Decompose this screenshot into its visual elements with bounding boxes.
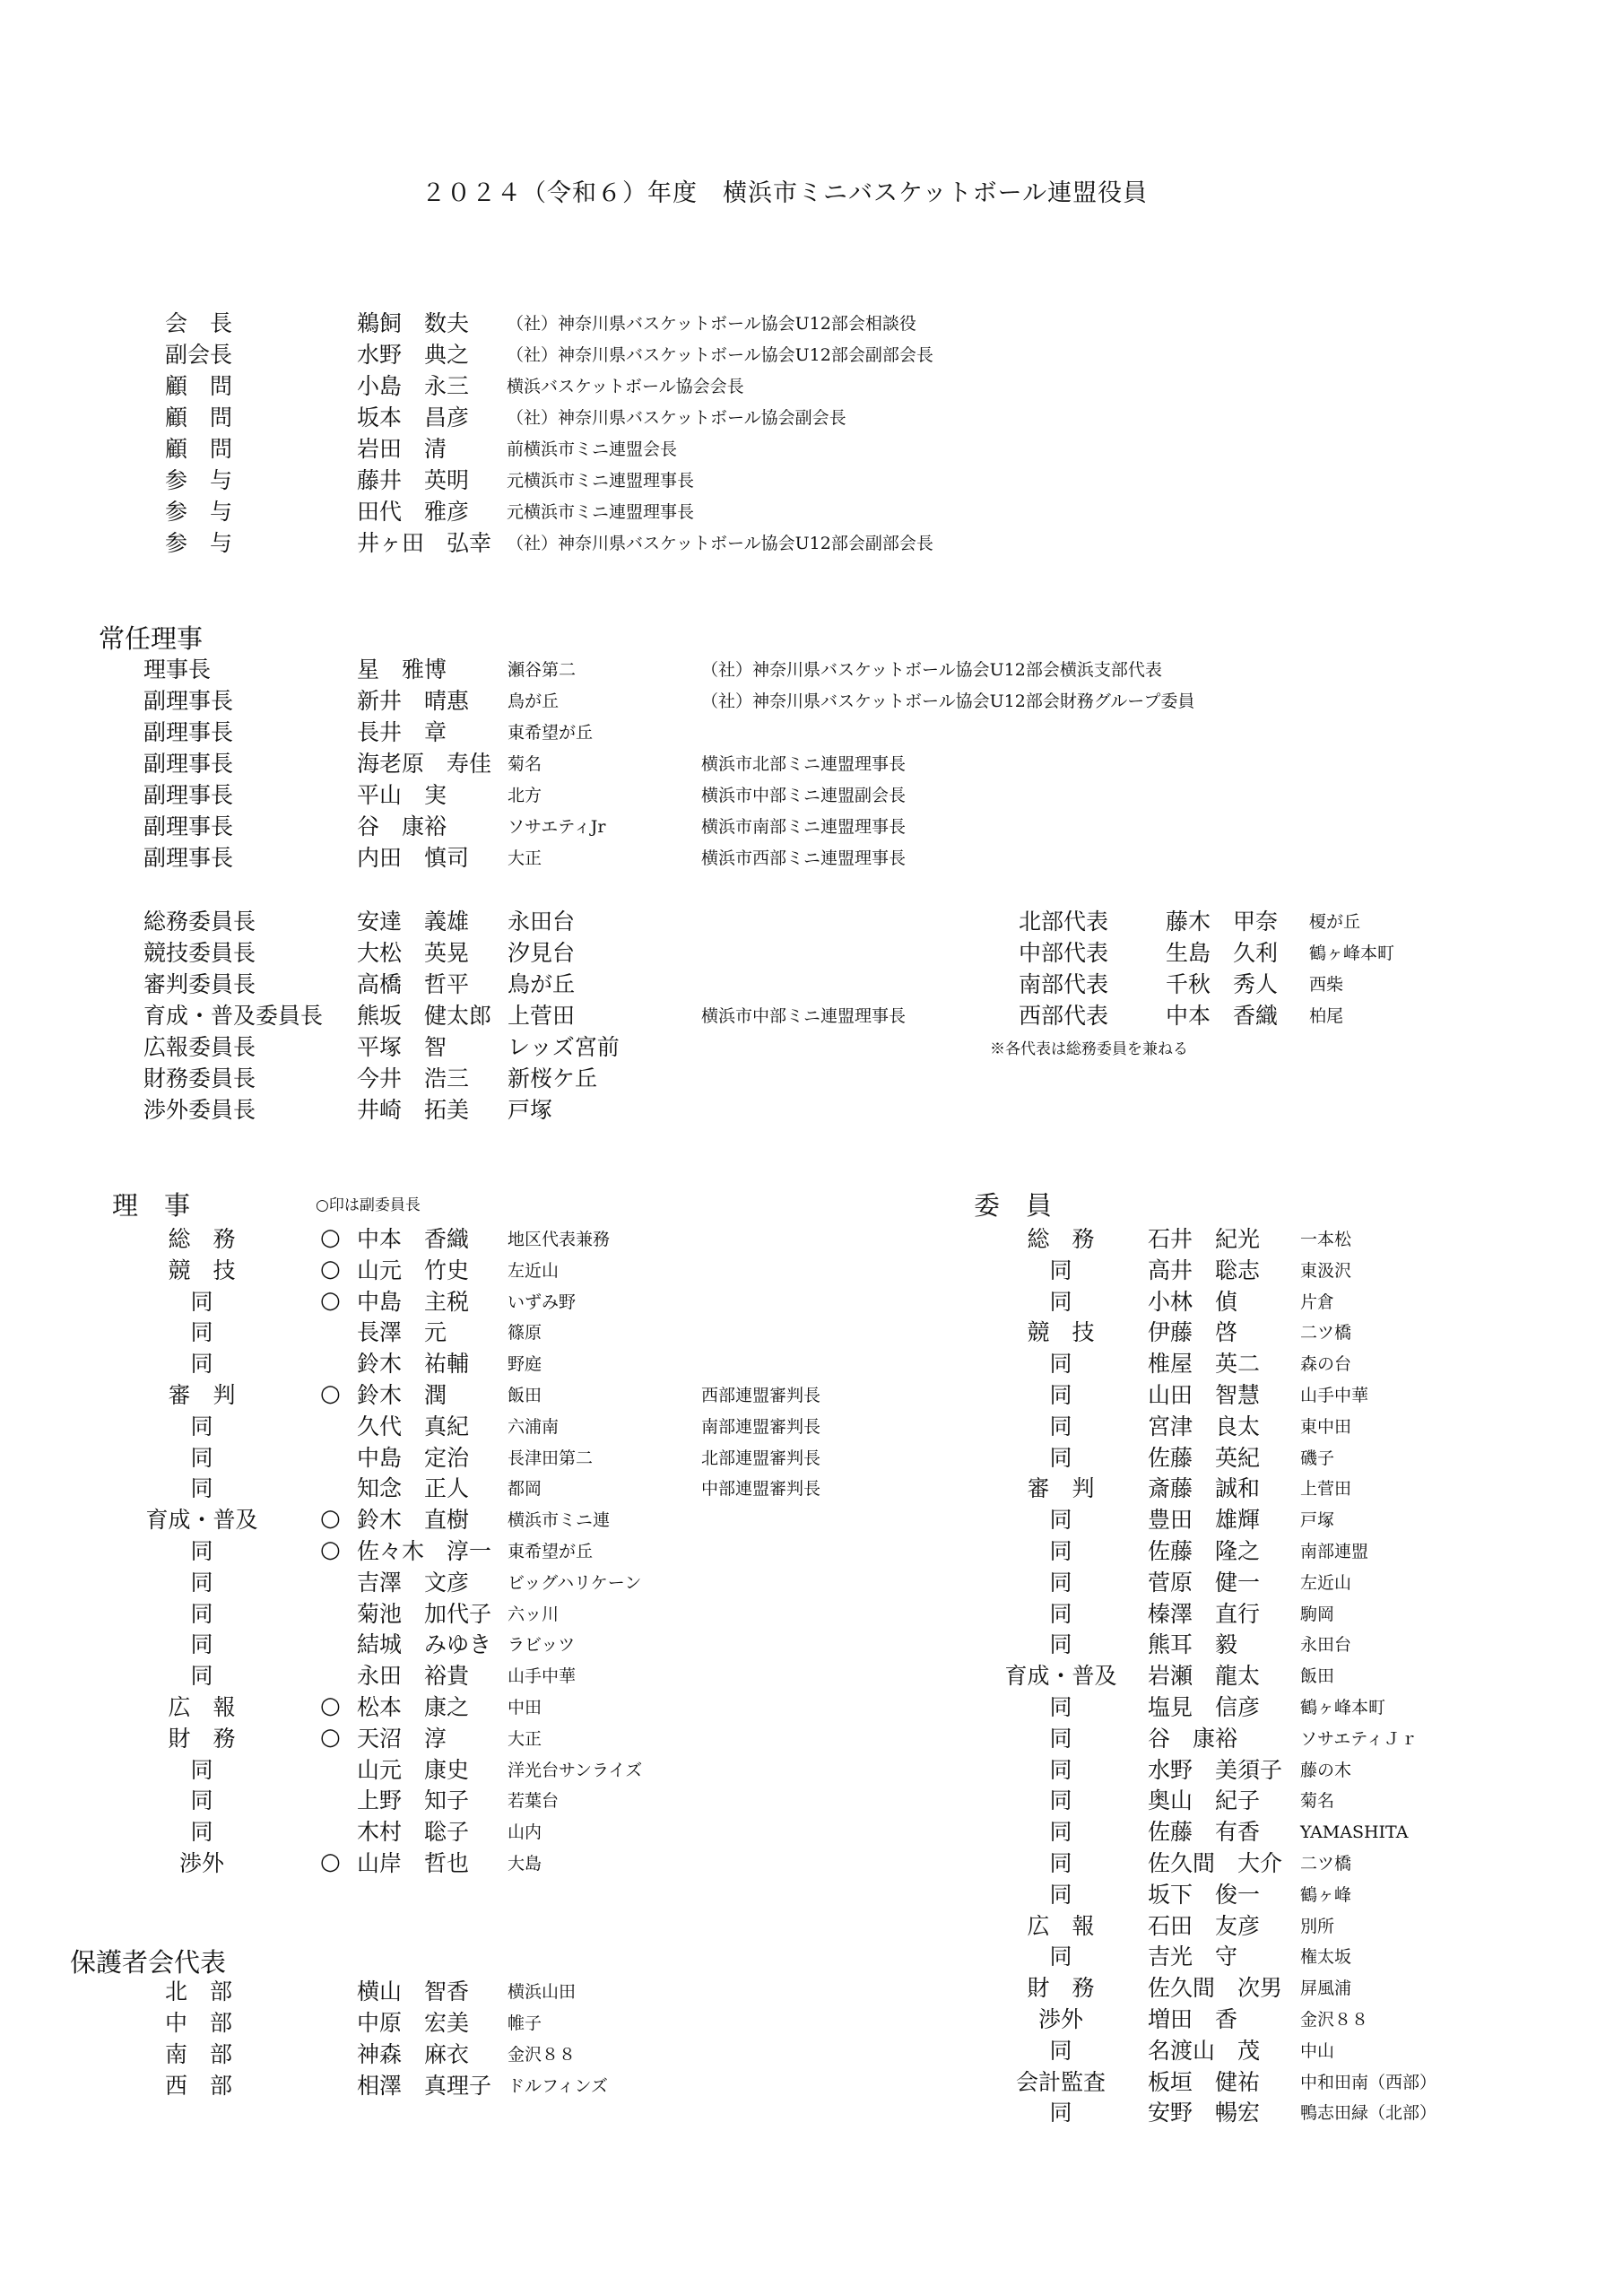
iin-club: 山手中華 <box>1300 1386 1369 1405</box>
officer-name: 坂本 昌彦 <box>357 404 470 430</box>
section-heading-hogosha: 保護者会代表 <box>70 1947 227 1978</box>
hogosha-name: 相澤 真理子 <box>357 2073 492 2099</box>
riji-role: 広 報 <box>168 1694 236 1720</box>
iin-club: 藤の木 <box>1300 1760 1352 1780</box>
iin-role: 同 <box>1049 1257 1072 1283</box>
chair-name: 井崎 拓美 <box>357 1097 470 1123</box>
iin-club: 駒岡 <box>1300 1604 1335 1624</box>
iin-role: 同 <box>1049 1787 1072 1814</box>
riji-club: 洋光台サンライズ <box>508 1760 643 1780</box>
iin-club: 東汲沢 <box>1300 1260 1352 1281</box>
iin-name: 石井 紀光 <box>1148 1226 1261 1252</box>
riji-name: 知念 正人 <box>357 1475 470 1502</box>
riji-role: 競 技 <box>168 1257 236 1283</box>
riji-role: 同 <box>190 1663 213 1690</box>
iin-role: 同 <box>1049 1725 1072 1752</box>
joninriji-name: 谷 康裕 <box>357 813 447 839</box>
riji-name: 吉澤 文彦 <box>357 1569 470 1596</box>
officer-role: 顧 問 <box>165 436 233 462</box>
riji-club: 大正 <box>508 1728 542 1749</box>
joninriji-club: 菊名 <box>508 754 542 774</box>
iin-name: 谷 康裕 <box>1148 1725 1238 1752</box>
hogosha-name: 横山 智香 <box>357 1979 470 2005</box>
section-heading-riji: 理 事 <box>112 1190 191 1221</box>
chair-role: 育成・普及委員長 <box>143 1003 324 1029</box>
vice-chair-mark: ○ <box>320 1692 341 1719</box>
iin-name: 佐久間 次男 <box>1148 1975 1283 2002</box>
iin-name: 安野 暢宏 <box>1148 2100 1261 2126</box>
riji-club: ビッグハリケーン <box>508 1572 642 1593</box>
riji-role: 同 <box>190 1444 213 1471</box>
officer-role: 参 与 <box>165 530 233 556</box>
iin-name: 熊耳 毅 <box>1148 1631 1238 1658</box>
iin-role: 同 <box>1049 1694 1072 1720</box>
iin-role: 同 <box>1049 1600 1072 1627</box>
joninriji-name: 星 雅博 <box>357 657 447 683</box>
iin-club: 二ツ橋 <box>1300 1323 1352 1344</box>
hogosha-club: ドルフィンズ <box>508 2076 608 2096</box>
riji-name: 鈴木 潤 <box>357 1382 447 1408</box>
iin-name: 伊藤 啓 <box>1148 1319 1238 1346</box>
officer-note: 前横浜市ミニ連盟会長 <box>507 439 678 459</box>
riji-name: 山岸 哲也 <box>357 1850 470 1876</box>
joninriji-note: （社）神奈川県バスケットボール協会U12部会財務グループ委員 <box>701 691 1195 711</box>
iin-role: 同 <box>1049 1819 1072 1846</box>
iin-name: 佐藤 英紀 <box>1148 1444 1261 1471</box>
hogosha-name: 中原 宏美 <box>357 2010 470 2036</box>
iin-role: 同 <box>1049 1507 1072 1534</box>
hogosha-club: 帷子 <box>508 2013 542 2033</box>
iin-club: 森の台 <box>1300 1354 1352 1375</box>
riji-role: 同 <box>190 1631 213 1658</box>
iin-name: 石田 友彦 <box>1148 1912 1261 1939</box>
riji-note: 北部連盟審判長 <box>701 1448 821 1468</box>
iin-name: 増田 香 <box>1148 2006 1238 2032</box>
iin-name: 佐藤 有香 <box>1148 1819 1261 1846</box>
iin-club: 飯田 <box>1300 1666 1335 1687</box>
rep-name: 中本 香織 <box>1166 1003 1279 1029</box>
joninriji-name: 海老原 寿佳 <box>357 751 492 777</box>
riji-role: 同 <box>190 1569 213 1596</box>
iin-name: 佐藤 隆之 <box>1148 1538 1261 1564</box>
iin-club: 戸塚 <box>1300 1510 1335 1531</box>
riji-name: 鈴木 祐輔 <box>357 1351 470 1378</box>
chair-club: 上菅田 <box>508 1003 576 1029</box>
iin-club: 南部連盟 <box>1300 1542 1369 1561</box>
riji-club: 山内 <box>508 1822 542 1843</box>
iin-role: 同 <box>1049 1944 1072 1970</box>
riji-name: 佐々木 淳一 <box>357 1538 492 1564</box>
iin-role: 同 <box>1049 2100 1072 2126</box>
riji-club: 若葉台 <box>508 1791 560 1812</box>
rep-name: 生島 久利 <box>1166 940 1279 966</box>
iin-club: YAMASHITA <box>1300 1822 1409 1843</box>
iin-role: 同 <box>1049 1288 1072 1315</box>
section-heading-iin: 委 員 <box>974 1190 1053 1221</box>
chair-name: 熊坂 健太郎 <box>357 1003 492 1029</box>
iin-club: 権太坂 <box>1300 1947 1352 1968</box>
riji-role: 総 務 <box>168 1226 236 1252</box>
officer-name: 藤井 英明 <box>357 467 470 493</box>
iin-name: 板垣 健祐 <box>1148 2068 1261 2095</box>
chair-club: 永田台 <box>508 909 576 935</box>
joninriji-role: 副理事長 <box>143 688 234 714</box>
iin-club: ソサエティＪｒ <box>1300 1728 1418 1749</box>
iin-role: 同 <box>1049 1382 1072 1408</box>
riji-role: 同 <box>190 1538 213 1564</box>
hogosha-club: 横浜山田 <box>508 1982 577 2002</box>
iin-role: 同 <box>1049 1850 1072 1876</box>
chair-name: 安達 義雄 <box>357 909 470 935</box>
vice-chair-mark: ○ <box>320 1505 341 1533</box>
page-title: ２０２４（令和６）年度 横浜市ミニバスケットボール連盟役員 <box>421 179 1149 207</box>
iin-club: 菊名 <box>1300 1791 1335 1812</box>
joninriji-note: 横浜市北部ミニ連盟理事長 <box>701 754 907 774</box>
vice-chair-mark: ○ <box>320 1286 341 1314</box>
iin-club: 鴨志田緑（北部） <box>1300 2103 1437 2124</box>
vice-chair-mark: ○ <box>320 1723 341 1751</box>
officer-name: 田代 雅彦 <box>357 499 470 525</box>
riji-club: 地区代表兼務 <box>508 1230 611 1249</box>
iin-club: 上菅田 <box>1300 1479 1352 1500</box>
officer-name: 井ヶ田 弘幸 <box>357 530 492 556</box>
chair-role: 競技委員長 <box>143 940 256 966</box>
rep-club: 鶴ヶ峰本町 <box>1309 944 1395 963</box>
chair-role: 審判委員長 <box>143 971 256 997</box>
iin-club: 鶴ヶ峰 <box>1300 1884 1352 1905</box>
iin-name: 名渡山 茂 <box>1148 2037 1261 2064</box>
riji-club: 野庭 <box>508 1354 542 1375</box>
hogosha-role: 中 部 <box>165 2010 233 2036</box>
riji-role: 同 <box>190 1288 213 1315</box>
riji-club: 篠原 <box>508 1323 542 1344</box>
chair-note: 横浜市中部ミニ連盟理事長 <box>701 1006 907 1026</box>
riji-role: 同 <box>190 1819 213 1846</box>
iin-role: 同 <box>1049 1444 1072 1471</box>
officer-role: 参 与 <box>165 467 233 493</box>
riji-legend: ○印は副委員長 <box>316 1196 421 1214</box>
officer-name: 岩田 清 <box>357 436 447 462</box>
chair-role: 総務委員長 <box>143 909 256 935</box>
chair-club: 鳥が丘 <box>508 971 576 997</box>
officer-role: 副会長 <box>165 342 233 368</box>
iin-name: 坂下 俊一 <box>1148 1881 1261 1908</box>
riji-club: 飯田 <box>508 1386 542 1405</box>
officer-note: （社）神奈川県バスケットボール協会U12部会副部会長 <box>507 345 933 365</box>
riji-role: 同 <box>190 1475 213 1502</box>
iin-club: 磯子 <box>1300 1448 1335 1468</box>
iin-role: 財 務 <box>1027 1975 1095 2002</box>
vice-chair-mark: ○ <box>320 1536 341 1563</box>
riji-role: 審 判 <box>168 1382 236 1408</box>
chair-club: 新桜ケ丘 <box>508 1065 598 1091</box>
riji-role: 同 <box>190 1351 213 1378</box>
riji-role: 財 務 <box>168 1725 236 1752</box>
hogosha-role: 西 部 <box>165 2073 233 2099</box>
iin-name: 斎藤 誠和 <box>1148 1475 1261 1502</box>
riji-note: 西部連盟審判長 <box>701 1386 821 1405</box>
riji-note: 中部連盟審判長 <box>701 1479 821 1500</box>
riji-name: 結城 みゆき <box>357 1631 492 1658</box>
joninriji-club: 大正 <box>508 848 542 868</box>
hogosha-name: 神森 麻衣 <box>357 2041 470 2067</box>
iin-role: 同 <box>1049 1881 1072 1908</box>
iin-club: 東中田 <box>1300 1416 1352 1437</box>
vice-chair-mark: ○ <box>320 1848 341 1875</box>
chair-role: 渉外委員長 <box>143 1097 256 1123</box>
riji-role: 同 <box>190 1319 213 1346</box>
rep-role: 南部代表 <box>1019 971 1109 997</box>
officer-note: 元横浜市ミニ連盟理事長 <box>507 502 695 522</box>
iin-club: 左近山 <box>1300 1572 1352 1593</box>
joninriji-club: 北方 <box>508 786 542 805</box>
riji-club: 六ッ川 <box>508 1604 560 1624</box>
iin-name: 佐久間 大介 <box>1148 1850 1283 1876</box>
iin-role: 同 <box>1049 1351 1072 1378</box>
riji-name: 中本 香織 <box>357 1226 470 1252</box>
riji-name: 山元 竹史 <box>357 1257 470 1283</box>
officer-role: 参 与 <box>165 499 233 525</box>
riji-club: 中田 <box>508 1698 542 1718</box>
iin-club: 片倉 <box>1300 1292 1335 1312</box>
riji-role: 同 <box>190 1787 213 1814</box>
iin-role: 同 <box>1049 1569 1072 1596</box>
chair-name: 今井 浩三 <box>357 1065 470 1091</box>
iin-role: 総 務 <box>1027 1226 1095 1252</box>
iin-role: 広 報 <box>1027 1912 1095 1939</box>
iin-role: 同 <box>1049 1538 1072 1564</box>
chair-role: 広報委員長 <box>143 1034 256 1060</box>
rep-name: 藤木 甲奈 <box>1166 909 1279 935</box>
joninriji-name: 内田 慎司 <box>357 845 470 871</box>
riji-note: 南部連盟審判長 <box>701 1416 821 1437</box>
iin-role: 同 <box>1049 2037 1072 2064</box>
hogosha-club: 金沢８８ <box>508 2045 577 2065</box>
riji-role: 渉外 <box>178 1850 224 1876</box>
riji-club: いずみ野 <box>508 1292 577 1312</box>
joninriji-name: 平山 実 <box>357 782 447 808</box>
joninriji-club: 東希望が丘 <box>508 723 594 743</box>
vice-chair-mark: ○ <box>320 1380 341 1407</box>
iin-name: 豊田 雄輝 <box>1148 1507 1261 1534</box>
iin-name: 岩瀬 龍太 <box>1148 1663 1261 1690</box>
iin-role: 審 判 <box>1027 1475 1095 1502</box>
iin-name: 吉光 守 <box>1148 1944 1238 1970</box>
officer-role: 顧 問 <box>165 373 233 399</box>
iin-name: 菅原 健一 <box>1148 1569 1261 1596</box>
iin-club: 一本松 <box>1300 1230 1352 1249</box>
iin-role: 同 <box>1049 1756 1072 1783</box>
riji-club: 横浜市ミニ連 <box>508 1510 611 1531</box>
rep-club: 榎が丘 <box>1309 912 1361 932</box>
officer-name: 小島 永三 <box>357 373 470 399</box>
iin-name: 塩見 信彦 <box>1148 1694 1261 1720</box>
iin-club: 二ツ橋 <box>1300 1854 1352 1874</box>
iin-role: 同 <box>1049 1413 1072 1439</box>
iin-role: 会計監査 <box>1015 2068 1106 2095</box>
joninriji-note: （社）神奈川県バスケットボール協会U12部会横浜支部代表 <box>701 660 1162 680</box>
joninriji-role: 副理事長 <box>143 751 234 777</box>
iin-name: 高井 聡志 <box>1148 1257 1261 1283</box>
riji-name: 中島 定治 <box>357 1444 470 1471</box>
riji-club: 東希望が丘 <box>508 1542 594 1561</box>
riji-name: 永田 裕貴 <box>357 1663 470 1690</box>
riji-club: 都岡 <box>508 1479 542 1500</box>
officer-note: （社）神奈川県バスケットボール協会U12部会相談役 <box>507 314 916 334</box>
hogosha-role: 南 部 <box>165 2041 233 2067</box>
riji-club: ラビッツ <box>508 1635 576 1656</box>
officer-note: （社）神奈川県バスケットボール協会副会長 <box>507 408 846 428</box>
rep-club: 西柴 <box>1309 975 1344 995</box>
riji-name: 山元 康史 <box>357 1756 470 1783</box>
joninriji-role: 副理事長 <box>143 813 234 839</box>
iin-club: 中山 <box>1300 2040 1335 2061</box>
riji-club: 六浦南 <box>508 1416 560 1437</box>
rep-role: 西部代表 <box>1019 1003 1109 1029</box>
riji-role: 同 <box>190 1413 213 1439</box>
chair-name: 平塚 智 <box>357 1034 447 1060</box>
rep-club: 柏尾 <box>1309 1006 1344 1026</box>
riji-club: 左近山 <box>508 1260 560 1281</box>
iin-name: 山田 智慧 <box>1148 1382 1261 1408</box>
chair-club: レッズ宮前 <box>508 1034 620 1060</box>
joninriji-role: 副理事長 <box>143 782 234 808</box>
iin-role: 競 技 <box>1027 1319 1095 1346</box>
iin-club: 別所 <box>1300 1916 1335 1936</box>
iin-role: 育成・普及 <box>1004 1663 1117 1690</box>
rep-name: 千秋 秀人 <box>1166 971 1279 997</box>
riji-name: 松本 康之 <box>357 1694 470 1720</box>
officer-note: 横浜バスケットボール協会会長 <box>507 377 744 396</box>
riji-club: 山手中華 <box>508 1666 577 1687</box>
joninriji-note: 横浜市中部ミニ連盟副会長 <box>701 786 907 805</box>
officer-note: （社）神奈川県バスケットボール協会U12部会副部会長 <box>507 534 933 553</box>
iin-role: 渉外 <box>1037 2006 1083 2032</box>
regional-reps-note: ※各代表は総務委員を兼ねる <box>990 1040 1188 1058</box>
iin-club: 屏風浦 <box>1300 1979 1352 1999</box>
riji-name: 鈴木 直樹 <box>357 1507 470 1534</box>
iin-club: 金沢８８ <box>1300 2010 1369 2030</box>
iin-name: 椎屋 英二 <box>1148 1351 1261 1378</box>
iin-name: 宮津 良太 <box>1148 1413 1261 1439</box>
riji-name: 久代 真紀 <box>357 1413 470 1439</box>
joninriji-role: 副理事長 <box>143 845 234 871</box>
riji-club: 長津田第二 <box>508 1448 594 1468</box>
joninriji-name: 新井 晴惠 <box>357 688 470 714</box>
officer-note: 元横浜市ミニ連盟理事長 <box>507 471 695 491</box>
iin-club: 鶴ヶ峰本町 <box>1300 1698 1386 1718</box>
joninriji-role: 副理事長 <box>143 719 234 745</box>
riji-name: 中島 主税 <box>357 1288 470 1315</box>
officer-name: 水野 典之 <box>357 342 470 368</box>
iin-role: 同 <box>1049 1631 1072 1658</box>
rep-role: 中部代表 <box>1019 940 1109 966</box>
riji-role: 同 <box>190 1756 213 1783</box>
joninriji-name: 長井 章 <box>357 719 447 745</box>
officer-role: 顧 問 <box>165 404 233 430</box>
riji-role: 育成・普及 <box>145 1507 258 1534</box>
iin-name: 小林 偵 <box>1148 1288 1238 1315</box>
iin-club: 永田台 <box>1300 1635 1352 1656</box>
riji-name: 上野 知子 <box>357 1787 470 1814</box>
joninriji-club: 鳥が丘 <box>508 691 560 711</box>
riji-name: 天沼 淳 <box>357 1725 447 1752</box>
chair-role: 財務委員長 <box>143 1065 256 1091</box>
riji-role: 同 <box>190 1600 213 1627</box>
hogosha-role: 北 部 <box>165 1979 233 2005</box>
officer-role: 会 長 <box>165 310 233 336</box>
chair-club: 戸塚 <box>508 1097 553 1123</box>
iin-name: 奥山 紀子 <box>1148 1787 1261 1814</box>
iin-name: 榛澤 直行 <box>1148 1600 1261 1627</box>
vice-chair-mark: ○ <box>320 1224 341 1251</box>
joninriji-note: 横浜市南部ミニ連盟理事長 <box>701 817 907 837</box>
riji-name: 木村 聡子 <box>357 1819 470 1846</box>
chair-club: 汐見台 <box>508 940 576 966</box>
iin-club: 中和田南（西部） <box>1300 2072 1437 2092</box>
officer-name: 鵜飼 数夫 <box>357 310 470 336</box>
joninriji-note: 横浜市西部ミニ連盟理事長 <box>701 848 907 868</box>
riji-name: 菊池 加代子 <box>357 1600 492 1627</box>
rep-role: 北部代表 <box>1019 909 1109 935</box>
section-heading-joninriji: 常任理事 <box>99 623 204 654</box>
vice-chair-mark: ○ <box>320 1255 341 1283</box>
chair-name: 高橋 哲平 <box>357 971 470 997</box>
chair-name: 大松 英晃 <box>357 940 470 966</box>
joninriji-role: 理事長 <box>143 657 212 683</box>
riji-name: 長澤 元 <box>357 1319 447 1346</box>
joninriji-club: ソサエティJr <box>508 817 606 837</box>
joninriji-club: 瀬谷第二 <box>508 660 577 680</box>
iin-name: 水野 美須子 <box>1148 1756 1283 1783</box>
riji-club: 大島 <box>508 1854 542 1874</box>
